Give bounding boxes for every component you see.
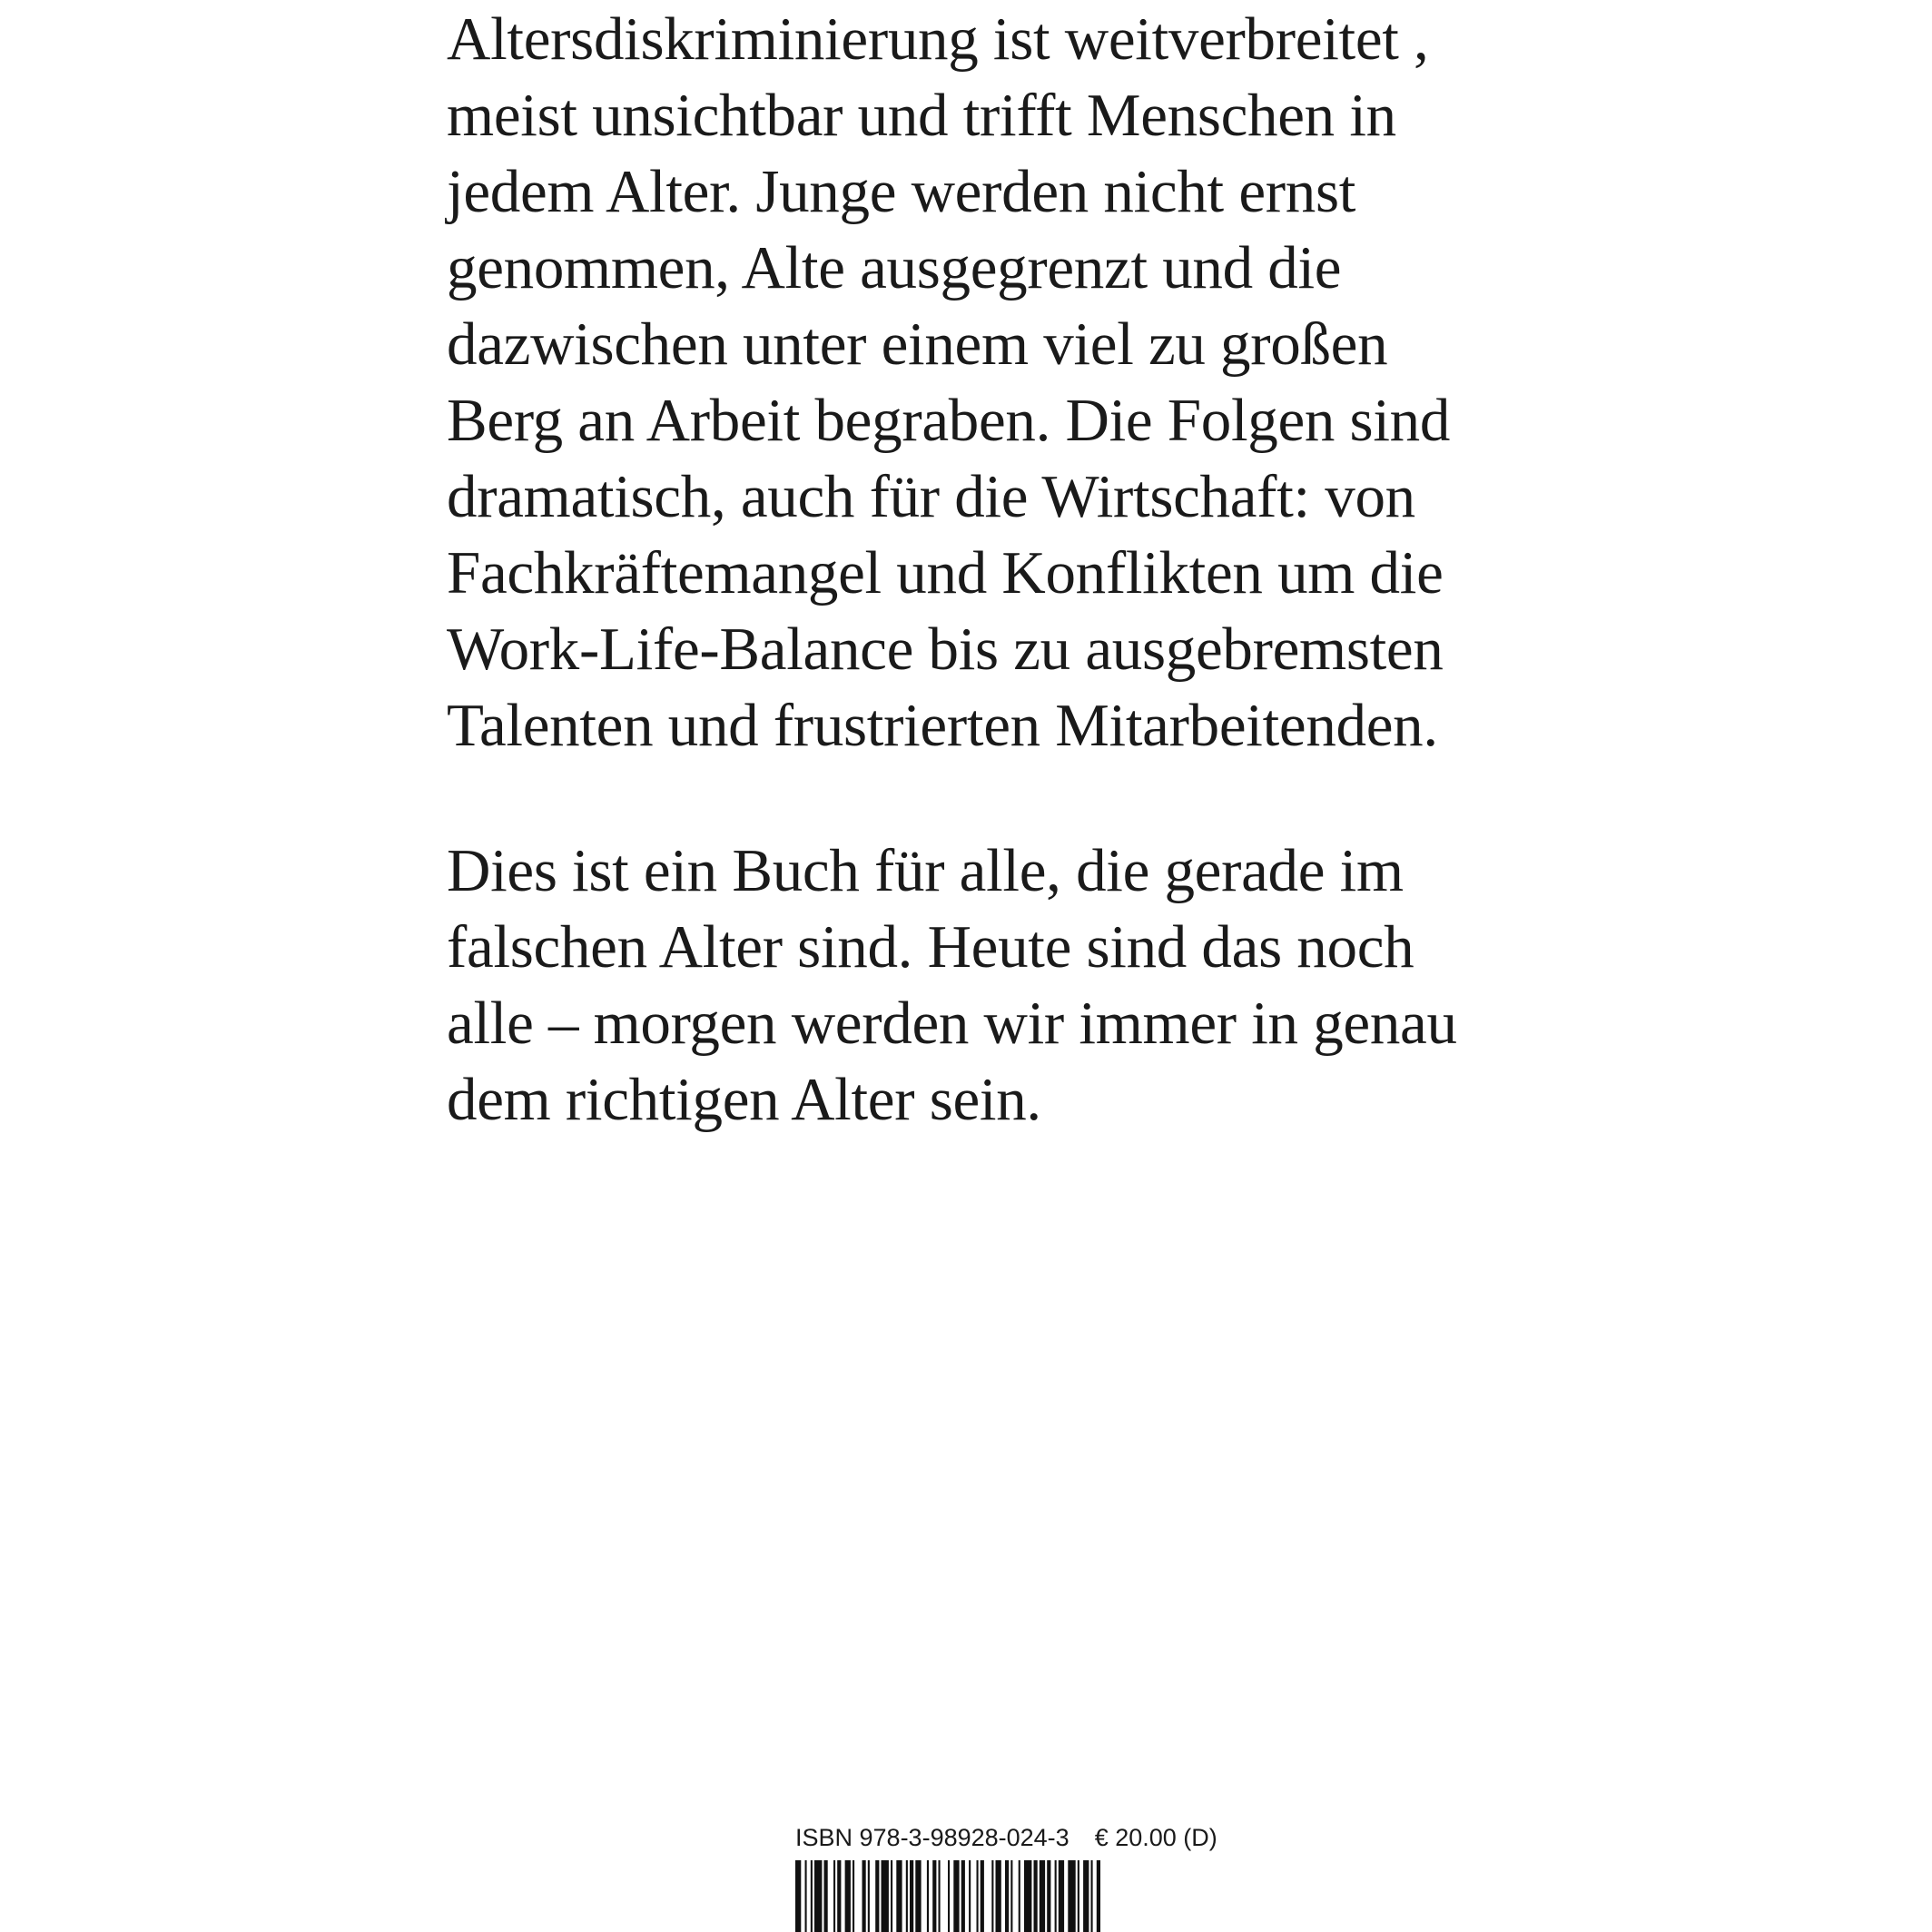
- blurb-line: Fachkräftemangel und Konflikten um die: [447, 539, 1444, 606]
- barcode-bar: [845, 1860, 851, 1932]
- barcode-bar: [875, 1860, 879, 1932]
- barcode-bar: [953, 1860, 959, 1932]
- barcode-bar: [811, 1860, 813, 1932]
- barcode-bar: [977, 1860, 979, 1932]
- barcode-bar: [891, 1860, 892, 1932]
- barcode-bar: [1019, 1860, 1020, 1932]
- barcode-icon: [795, 1860, 1175, 1932]
- barcode-bar: [1005, 1860, 1009, 1932]
- barcode-bar: [906, 1860, 908, 1932]
- barcode-bar: [996, 1860, 1001, 1932]
- isbn-price-line: [795, 1822, 1217, 1853]
- barcode-bar: [991, 1860, 993, 1932]
- barcode-bar: [862, 1860, 866, 1932]
- barcode-bar: [969, 1860, 971, 1932]
- barcode-bar: [1055, 1860, 1057, 1932]
- blurb-line: dem richtigen Alter sein.: [447, 1066, 1041, 1133]
- isbn-number: ISBN 978-3-98928-024-3: [795, 1824, 1070, 1851]
- barcode-bar: [853, 1860, 854, 1932]
- barcode-bar: [814, 1860, 822, 1932]
- barcode-bar: [1010, 1860, 1012, 1932]
- price-label: € 20.00 (D): [1094, 1824, 1217, 1851]
- blurb-line: dazwischen unter einem viel zu großen: [447, 310, 1388, 378]
- barcode-bar: [1091, 1860, 1093, 1932]
- barcode-bar: [939, 1860, 941, 1932]
- barcode-bar: [915, 1860, 921, 1932]
- barcode-bar: [1083, 1860, 1089, 1932]
- blurb-paragraph-2: [447, 833, 1457, 1138]
- blurb-line: meist unsichtbar und trifft Menschen in: [447, 82, 1396, 149]
- blurb-line: Talenten und frustrierten Mitarbeitenden.: [447, 692, 1438, 759]
- blurb-line: Altersdiskriminierung ist weitverbreitet ,: [447, 5, 1429, 73]
- barcode-bar: [882, 1860, 889, 1932]
- barcode-bar: [896, 1860, 902, 1932]
- barcode-bar: [837, 1860, 841, 1932]
- barcode-bar: [795, 1860, 801, 1932]
- blurb-line: dramatisch, auch für die Wirtschaft: von: [447, 463, 1415, 530]
- barcode-bar: [1047, 1860, 1050, 1932]
- barcode-bar: [1040, 1860, 1045, 1932]
- barcode-bar: [910, 1860, 913, 1932]
- barcode-bar: [981, 1860, 984, 1932]
- barcode-bar: [1024, 1860, 1031, 1932]
- blurb-line: alle – morgen werden wir immer in genau: [447, 990, 1457, 1057]
- barcode-bar: [868, 1860, 870, 1932]
- barcode-bar: [824, 1860, 828, 1932]
- barcode-bar: [1068, 1860, 1075, 1932]
- blurb-line: Work-Life-Balance bis zu ausgebremsten: [447, 616, 1444, 683]
- barcode-bar: [961, 1860, 965, 1932]
- barcode-bar: [1034, 1860, 1038, 1932]
- blurb-line: genommen, Alte ausgegrenzt und die: [447, 234, 1342, 301]
- barcode-bar: [833, 1860, 835, 1932]
- barcode-bar: [1078, 1860, 1079, 1932]
- blurb-line: Dies ist ein Buch für alle, die gerade im: [447, 837, 1404, 904]
- blurb-line: jedem Alter. Junge werden nicht ernst: [447, 158, 1356, 225]
- barcode-bar: [927, 1860, 929, 1932]
- barcode-bar: [805, 1860, 807, 1932]
- blurb-paragraph-1: [447, 1, 1450, 764]
- blurb-line: falschen Alter sind. Heute sind das noch: [447, 913, 1414, 981]
- blurb-line: Berg an Arbeit begraben. Die Folgen sind: [447, 387, 1451, 454]
- barcode-bar: [948, 1860, 950, 1932]
- barcode-bar: [1097, 1860, 1100, 1932]
- barcode-bar: [1059, 1860, 1064, 1932]
- barcode-bar: [932, 1860, 936, 1932]
- barcode: [795, 1860, 1175, 1932]
